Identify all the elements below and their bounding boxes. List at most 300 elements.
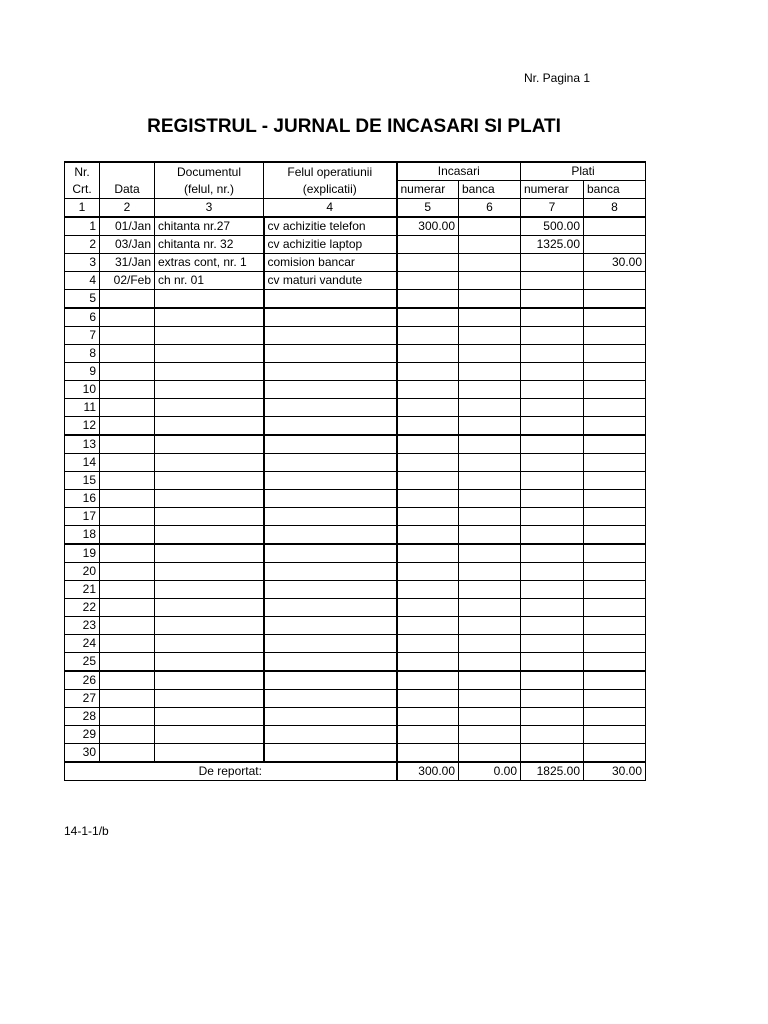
row-number-cell: 25 <box>65 653 100 672</box>
plati-banca-cell <box>584 472 646 490</box>
plati-numerar-cell <box>521 508 584 526</box>
table-row <box>65 708 646 726</box>
incasari-banca-cell <box>459 399 521 417</box>
incasari-numerar-cell <box>397 254 459 272</box>
operation-cell <box>264 563 397 581</box>
plati-banca-cell <box>584 490 646 508</box>
plati-numerar-cell <box>521 435 584 454</box>
date-cell <box>100 490 155 508</box>
column-number: 7 <box>521 199 584 218</box>
column-number: 1 <box>65 199 100 218</box>
document-cell: chitanta nr. 32 <box>155 236 264 254</box>
plati-numerar-cell <box>521 290 584 309</box>
row-number-cell: 24 <box>65 635 100 653</box>
incasari-numerar-cell <box>397 726 459 744</box>
plati-banca-cell <box>584 236 646 254</box>
table-row <box>65 417 646 436</box>
incasari-numerar-cell <box>397 272 459 290</box>
date-cell <box>100 399 155 417</box>
row-number-cell: 23 <box>65 617 100 635</box>
incasari-numerar-cell <box>397 236 459 254</box>
column-number: 2 <box>100 199 155 218</box>
document-cell: chitanta nr.27 <box>155 217 264 236</box>
date-cell <box>100 381 155 399</box>
incasari-numerar-cell <box>397 417 459 436</box>
date-cell <box>100 581 155 599</box>
form-code: 14-1-1/b <box>64 824 109 838</box>
document-cell <box>155 345 264 363</box>
date-cell <box>100 635 155 653</box>
row-number-cell: 22 <box>65 599 100 617</box>
incasari-numerar-cell <box>397 508 459 526</box>
incasari-numerar-cell <box>397 490 459 508</box>
plati-banca-cell <box>584 563 646 581</box>
incasari-banca-cell <box>459 217 521 236</box>
date-cell: 01/Jan <box>100 217 155 236</box>
incasari-numerar-cell <box>397 345 459 363</box>
table-row <box>65 272 646 290</box>
operation-cell <box>264 508 397 526</box>
incasari-numerar-cell <box>397 653 459 672</box>
row-number-cell: 9 <box>65 363 100 381</box>
operation-cell <box>264 472 397 490</box>
table-row <box>65 399 646 417</box>
plati-banca-cell <box>584 581 646 599</box>
plati-numerar-cell <box>521 726 584 744</box>
operation-cell: cv maturi vandute <box>264 272 397 290</box>
column-number: 4 <box>264 199 397 218</box>
total-plati-numerar: 1825.00 <box>521 762 584 781</box>
plati-banca-cell <box>584 345 646 363</box>
document-cell <box>155 544 264 563</box>
operation-cell <box>264 417 397 436</box>
row-number-cell: 30 <box>65 744 100 763</box>
incasari-banca-cell <box>459 363 521 381</box>
document-cell <box>155 327 264 345</box>
date-cell <box>100 617 155 635</box>
document-cell <box>155 399 264 417</box>
document-cell <box>155 454 264 472</box>
document-cell <box>155 581 264 599</box>
plati-banca-cell <box>584 308 646 327</box>
date-cell <box>100 508 155 526</box>
plati-group-header: Plati <box>521 162 646 181</box>
operation-cell <box>264 653 397 672</box>
incasari-numerar-cell <box>397 435 459 454</box>
document-cell <box>155 653 264 672</box>
plati-banca-cell <box>584 327 646 345</box>
incasari-banca-cell <box>459 345 521 363</box>
plati-numerar-cell <box>521 345 584 363</box>
table-row <box>65 435 646 454</box>
document-header: Documentul (felul, nr.) <box>155 162 264 199</box>
table-row <box>65 653 646 672</box>
plati-banca-cell <box>584 708 646 726</box>
incasari-banca-cell <box>459 653 521 672</box>
page-title: REGISTRUL - JURNAL DE INCASARI SI PLATI <box>147 116 561 137</box>
date-cell <box>100 417 155 436</box>
operation-cell <box>264 435 397 454</box>
table-row <box>65 381 646 399</box>
plati-numerar-cell <box>521 708 584 726</box>
document-cell <box>155 671 264 690</box>
table-row <box>65 726 646 744</box>
date-cell <box>100 653 155 672</box>
incasari-numerar-cell: 300.00 <box>397 217 459 236</box>
plati-banca-cell <box>584 617 646 635</box>
column-number: 5 <box>397 199 459 218</box>
date-cell <box>100 544 155 563</box>
document-cell <box>155 490 264 508</box>
plati-numerar-cell <box>521 671 584 690</box>
table-row <box>65 308 646 327</box>
plati-numerar-cell <box>521 254 584 272</box>
operation-cell <box>264 617 397 635</box>
incasari-numerar-cell <box>397 671 459 690</box>
document-cell <box>155 508 264 526</box>
operation-cell <box>264 454 397 472</box>
plati-numerar-cell <box>521 635 584 653</box>
table-row <box>65 290 646 309</box>
incasari-numerar-cell <box>397 381 459 399</box>
incasari-banca-cell <box>459 726 521 744</box>
incasari-banca-cell <box>459 254 521 272</box>
table-row <box>65 508 646 526</box>
plati-numerar-cell <box>521 526 584 545</box>
plati-banca-cell <box>584 290 646 309</box>
row-number-cell: 12 <box>65 417 100 436</box>
document-cell <box>155 599 264 617</box>
date-cell: 02/Feb <box>100 272 155 290</box>
incasari-banca-cell <box>459 690 521 708</box>
plati-numerar-cell <box>521 744 584 763</box>
operation-cell <box>264 327 397 345</box>
incasari-numerar-cell <box>397 744 459 763</box>
table-row <box>65 254 646 272</box>
document-cell <box>155 290 264 309</box>
plati-banca-cell <box>584 454 646 472</box>
date-cell <box>100 708 155 726</box>
column-number-row <box>65 199 646 218</box>
date-cell <box>100 671 155 690</box>
row-number-cell: 10 <box>65 381 100 399</box>
row-number-cell: 6 <box>65 308 100 327</box>
plati-numerar-cell <box>521 417 584 436</box>
document-cell <box>155 563 264 581</box>
incasari-banca-cell <box>459 581 521 599</box>
incasari-banca-cell <box>459 617 521 635</box>
plati-banca-cell <box>584 363 646 381</box>
plati-banca-cell <box>584 653 646 672</box>
incasari-numerar-cell <box>397 526 459 545</box>
row-number-cell: 26 <box>65 671 100 690</box>
table-row <box>65 599 646 617</box>
document-cell <box>155 690 264 708</box>
row-number-cell: 29 <box>65 726 100 744</box>
plati-banca-cell <box>584 726 646 744</box>
incasari-banca-cell <box>459 435 521 454</box>
table-row <box>65 744 646 763</box>
document-cell: extras cont, nr. 1 <box>155 254 264 272</box>
date-cell <box>100 726 155 744</box>
document-cell <box>155 472 264 490</box>
date-cell <box>100 690 155 708</box>
row-number-cell: 18 <box>65 526 100 545</box>
incasari-numerar-cell <box>397 327 459 345</box>
row-number-cell: 19 <box>65 544 100 563</box>
document-cell <box>155 526 264 545</box>
plati-numerar-cell: 500.00 <box>521 217 584 236</box>
row-number-cell: 4 <box>65 272 100 290</box>
row-number-cell: 5 <box>65 290 100 309</box>
document-cell <box>155 617 264 635</box>
date-cell <box>100 563 155 581</box>
incasari-group-header: Incasari <box>397 162 521 181</box>
date-cell <box>100 308 155 327</box>
incasari-banca-cell <box>459 417 521 436</box>
date-header: Data <box>100 162 155 199</box>
plati-numerar-cell <box>521 454 584 472</box>
document-cell <box>155 308 264 327</box>
operation-cell <box>264 526 397 545</box>
table-row <box>65 472 646 490</box>
table-row <box>65 345 646 363</box>
table-row <box>65 544 646 563</box>
table-row <box>65 617 646 635</box>
incasari-banca-cell <box>459 508 521 526</box>
incasari-numerar-cell <box>397 581 459 599</box>
incasari-banca-cell <box>459 308 521 327</box>
row-number-cell: 13 <box>65 435 100 454</box>
plati-numerar-cell <box>521 272 584 290</box>
page-number: Nr. Pagina 1 <box>524 71 591 85</box>
operation-cell <box>264 381 397 399</box>
plati-banca-cell: 30.00 <box>584 254 646 272</box>
nr-header: Nr. Crt. <box>65 162 100 199</box>
total-plati-banca: 30.00 <box>584 762 646 781</box>
incasari-banca-cell <box>459 290 521 309</box>
date-cell <box>100 526 155 545</box>
incasari-banca-header: banca <box>459 181 521 199</box>
plati-banca-header: banca <box>584 181 646 199</box>
incasari-banca-cell <box>459 454 521 472</box>
document-cell <box>155 635 264 653</box>
table-row <box>65 581 646 599</box>
incasari-banca-cell <box>459 490 521 508</box>
operation-cell <box>264 744 397 763</box>
table-row <box>65 490 646 508</box>
date-cell <box>100 363 155 381</box>
plati-banca-cell <box>584 381 646 399</box>
row-number-cell: 17 <box>65 508 100 526</box>
plati-banca-cell <box>584 399 646 417</box>
incasari-numerar-cell <box>397 472 459 490</box>
document-cell <box>155 363 264 381</box>
row-number-cell: 21 <box>65 581 100 599</box>
operation-cell <box>264 308 397 327</box>
incasari-numerar-cell <box>397 599 459 617</box>
plati-numerar-header: numerar <box>521 181 584 199</box>
row-number-cell: 3 <box>65 254 100 272</box>
table-row <box>65 236 646 254</box>
operation-cell <box>264 635 397 653</box>
incasari-numerar-cell <box>397 454 459 472</box>
table-row <box>65 635 646 653</box>
row-number-cell: 14 <box>65 454 100 472</box>
row-number-cell: 7 <box>65 327 100 345</box>
plati-banca-cell <box>584 217 646 236</box>
operation-cell <box>264 345 397 363</box>
incasari-banca-cell <box>459 236 521 254</box>
incasari-banca-cell <box>459 635 521 653</box>
incasari-banca-cell <box>459 526 521 545</box>
operation-cell <box>264 490 397 508</box>
operation-cell <box>264 544 397 563</box>
total-incasari-numerar: 300.00 <box>397 762 459 781</box>
incasari-numerar-cell <box>397 617 459 635</box>
incasari-banca-cell <box>459 671 521 690</box>
incasari-numerar-cell <box>397 708 459 726</box>
row-number-cell: 1 <box>65 217 100 236</box>
plati-numerar-cell <box>521 599 584 617</box>
row-number-cell: 20 <box>65 563 100 581</box>
plati-banca-cell <box>584 744 646 763</box>
date-cell <box>100 454 155 472</box>
document-cell <box>155 708 264 726</box>
row-number-cell: 2 <box>65 236 100 254</box>
plati-numerar-cell <box>521 544 584 563</box>
incasari-numerar-cell <box>397 563 459 581</box>
plati-numerar-cell <box>521 363 584 381</box>
totals-row <box>65 762 646 781</box>
table-row <box>65 363 646 381</box>
incasari-numerar-cell <box>397 690 459 708</box>
row-number-cell: 8 <box>65 345 100 363</box>
incasari-banca-cell <box>459 327 521 345</box>
operation-cell <box>264 399 397 417</box>
document-cell <box>155 417 264 436</box>
plati-banca-cell <box>584 599 646 617</box>
date-cell <box>100 327 155 345</box>
plati-numerar-cell <box>521 327 584 345</box>
plati-numerar-cell: 1325.00 <box>521 236 584 254</box>
plati-banca-cell <box>584 272 646 290</box>
register-table <box>64 161 646 781</box>
operation-cell <box>264 690 397 708</box>
document-cell <box>155 744 264 763</box>
incasari-banca-cell <box>459 544 521 563</box>
incasari-banca-cell <box>459 599 521 617</box>
table-row <box>65 327 646 345</box>
plati-numerar-cell <box>521 399 584 417</box>
operation-cell <box>264 726 397 744</box>
plati-numerar-cell <box>521 472 584 490</box>
plati-banca-cell <box>584 526 646 545</box>
incasari-numerar-cell <box>397 544 459 563</box>
plati-numerar-cell <box>521 563 584 581</box>
plati-banca-cell <box>584 690 646 708</box>
operation-cell <box>264 363 397 381</box>
incasari-banca-cell <box>459 563 521 581</box>
incasari-numerar-cell <box>397 635 459 653</box>
plati-numerar-cell <box>521 581 584 599</box>
incasari-banca-cell <box>459 744 521 763</box>
plati-numerar-cell <box>521 308 584 327</box>
row-number-cell: 15 <box>65 472 100 490</box>
operation-cell: cv achizitie telefon <box>264 217 397 236</box>
document-cell <box>155 381 264 399</box>
date-cell <box>100 345 155 363</box>
plati-banca-cell <box>584 544 646 563</box>
operation-cell <box>264 290 397 309</box>
plati-banca-cell <box>584 671 646 690</box>
incasari-numerar-cell <box>397 363 459 381</box>
document-cell <box>155 726 264 744</box>
date-cell <box>100 744 155 763</box>
date-cell <box>100 599 155 617</box>
plati-numerar-cell <box>521 690 584 708</box>
operation-cell: cv achizitie laptop <box>264 236 397 254</box>
totals-label: De reportat: <box>65 762 397 781</box>
row-number-cell: 16 <box>65 490 100 508</box>
plati-numerar-cell <box>521 617 584 635</box>
incasari-numerar-cell <box>397 290 459 309</box>
table-row <box>65 563 646 581</box>
incasari-banca-cell <box>459 708 521 726</box>
operation-cell <box>264 671 397 690</box>
date-cell <box>100 435 155 454</box>
row-number-cell: 27 <box>65 690 100 708</box>
table-row <box>65 690 646 708</box>
plati-numerar-cell <box>521 653 584 672</box>
plati-banca-cell <box>584 435 646 454</box>
total-incasari-banca: 0.00 <box>459 762 521 781</box>
row-number-cell: 11 <box>65 399 100 417</box>
table-row <box>65 217 646 236</box>
incasari-numerar-cell <box>397 308 459 327</box>
date-cell <box>100 290 155 309</box>
plati-banca-cell <box>584 635 646 653</box>
date-cell: 31/Jan <box>100 254 155 272</box>
table-row <box>65 526 646 545</box>
column-number: 6 <box>459 199 521 218</box>
incasari-banca-cell <box>459 381 521 399</box>
operation-cell <box>264 708 397 726</box>
incasari-numerar-cell <box>397 399 459 417</box>
operation-cell <box>264 599 397 617</box>
plati-numerar-cell <box>521 490 584 508</box>
operation-cell <box>264 581 397 599</box>
plati-banca-cell <box>584 417 646 436</box>
incasari-banca-cell <box>459 272 521 290</box>
incasari-banca-cell <box>459 472 521 490</box>
table-row <box>65 671 646 690</box>
date-cell: 03/Jan <box>100 236 155 254</box>
document-cell: ch nr. 01 <box>155 272 264 290</box>
column-number: 3 <box>155 199 264 218</box>
incasari-numerar-header: numerar <box>397 181 459 199</box>
plati-banca-cell <box>584 508 646 526</box>
table-row <box>65 454 646 472</box>
row-number-cell: 28 <box>65 708 100 726</box>
date-cell <box>100 472 155 490</box>
operation-cell: comision bancar <box>264 254 397 272</box>
operation-header: Felul operatiunii (explicatii) <box>264 162 397 199</box>
plati-numerar-cell <box>521 381 584 399</box>
header-row-groups <box>65 162 646 181</box>
column-number: 8 <box>584 199 646 218</box>
document-cell <box>155 435 264 454</box>
